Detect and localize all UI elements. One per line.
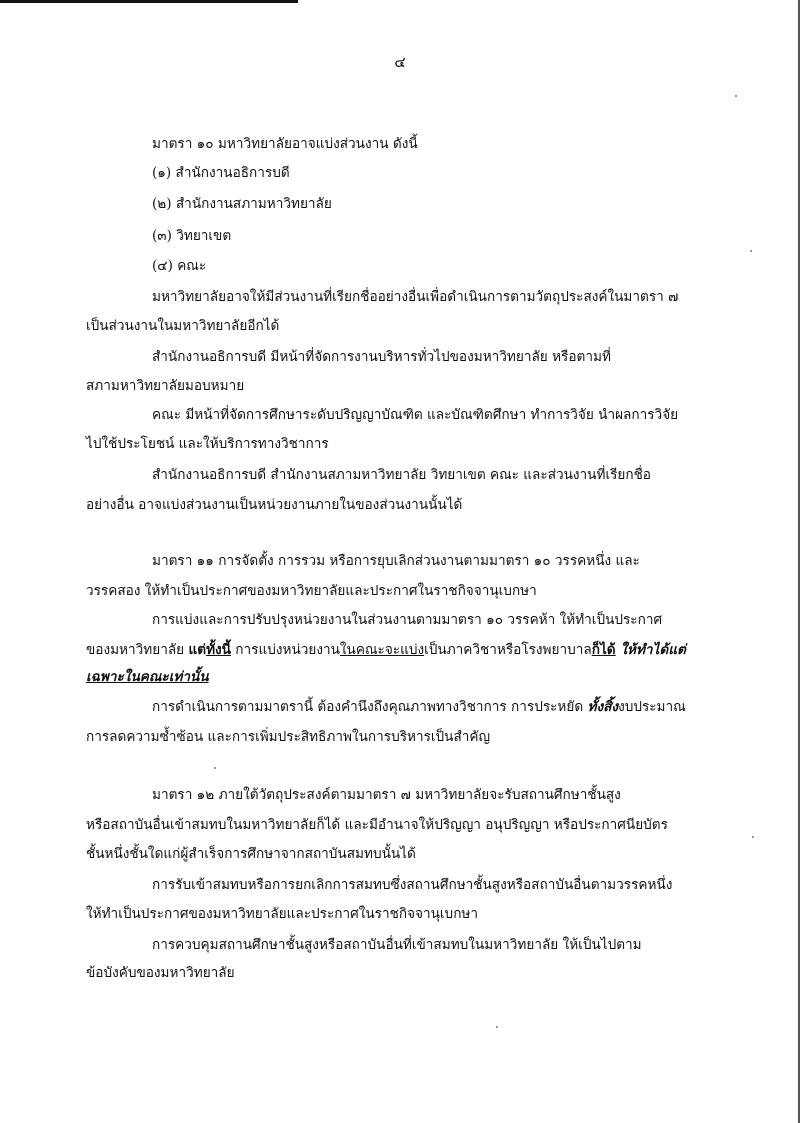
section-10-para-4-line-1: สำนักงานอธิการบดี สำนักงานสภามหาวิทยาลัย วิทยาเขต คณะ และส่วนงานที่เรียกชื่อ bbox=[152, 467, 651, 483]
section-10-para-3-line-1: คณะ มีหน้าที่จัดการศึกษาระดับปริญญาบัณฑิต และบัณฑิตศึกษา ทำการวิจัย นำผลการวิจัย bbox=[152, 407, 679, 423]
scan-speck bbox=[735, 95, 737, 97]
section-11-para-1-line-1: มาตรา ๑๑ การจัดตั้ง การรวม หรือการยุบเลิกส่วนงานตามมาตรา ๑๐ วรรคหนึ่ง และ bbox=[152, 553, 640, 569]
section-12-para-2-line-2: ให้ทำเป็นประกาศของมหาวิทยาลัยและประกาศในราชกิจจานุเบกษา bbox=[86, 906, 479, 922]
section-12-para-1-line-3: ชั้นหนึ่งชั้นใดแก่ผู้สำเร็จการศึกษาจากสถาบันสมทบนั้นได้ bbox=[86, 846, 416, 862]
section-10-heading: มาตรา ๑๐ มหาวิทยาลัยอาจแบ่งส่วนงาน ดังนี้ bbox=[152, 136, 418, 152]
section-12-para-3-line-2: ข้อบังคับของมหาวิทยาลัย bbox=[86, 965, 235, 981]
scan-speck bbox=[752, 836, 754, 838]
section-10-item-4: (๔) คณะ bbox=[152, 258, 207, 274]
section-12-para-2-line-1: การรับเข้าสมทบหรือการยกเลิกการสมทบซึ่งสถานศึกษาชั้นสูงหรือสถาบันอื่นตามวรรคหนึ่ง bbox=[152, 877, 673, 893]
scan-speck bbox=[214, 767, 216, 769]
text-run-bold-underlined: ก็ได้ bbox=[591, 642, 616, 658]
text-run: งบประมาณ bbox=[618, 699, 686, 715]
section-10-para-1-line-2: เป็นส่วนงานในมหาวิทยาลัยอีกได้ bbox=[86, 318, 280, 334]
top-scan-line bbox=[0, 0, 298, 3]
text-run: เป็นภาควิชาหรือโรงพยาบาล bbox=[424, 642, 592, 658]
scan-speck bbox=[750, 250, 752, 252]
section-12-para-3-line-1: การควบคุมสถานศึกษาชั้นสูงหรือสถาบันอื่นที่เข้าสมทบในมหาวิทยาลัย ให้เป็นไปตาม bbox=[152, 937, 642, 953]
text-run-underlined: ในคณะจะแบ่ง bbox=[339, 642, 425, 658]
section-11-para-1-line-2: วรรคสอง ให้ทำเป็นประกาศของมหาวิทยาลัยและประกาศในราชกิจจานุเบกษา bbox=[86, 583, 537, 599]
section-11-para-2-line-1: การแบ่งและการปรับปรุงหน่วยงานในส่วนงานตามมาตรา ๑๐ วรรคห้า ให้ทำเป็นประกาศ bbox=[152, 612, 663, 628]
text-run-bold-italic: ทั้งสิ้ง bbox=[587, 699, 619, 715]
section-10-item-3: (๓) วิทยาเขต bbox=[152, 228, 232, 244]
text-run-bold-underlined: ทั้งนี้ bbox=[206, 642, 231, 658]
section-10-item-2: (๒) สำนักงานสภามหาวิทยาลัย bbox=[152, 196, 332, 212]
text-run: การแบ่งหน่วยงาน bbox=[230, 642, 340, 658]
section-10-para-3-line-2: ไปใช้ประโยชน์ และให้บริการทางวิชาการ bbox=[86, 436, 329, 452]
text-run-bold-italic: ให้ทำได้แต่ bbox=[615, 642, 686, 658]
section-10-para-1-line-1: มหาวิทยาลัยอาจให้มีส่วนงานที่เรียกชื่ออย่างอื่นเพื่อดำเนินการตามวัตถุประสงค์ในมาตรา ๗ bbox=[152, 289, 679, 305]
section-12-para-1-line-2: หรือสถาบันอื่นเข้าสมทบในมหาวิทยาลัยก็ได้ และมีอำนาจให้ปริญญา อนุปริญญา หรือประกาศนียบัตร bbox=[86, 817, 668, 833]
text-run-bold: แต่ bbox=[188, 642, 207, 658]
section-11-para-3-line-2: การลดความซ้ำซ้อน และการเพิ่มประสิทธิภาพในการบริหารเป็นสำคัญ bbox=[86, 729, 491, 745]
section-10-item-1: (๑) สำนักงานอธิการบดี bbox=[152, 165, 290, 181]
scan-speck bbox=[496, 1026, 498, 1028]
section-11-para-2-line-2 bbox=[86, 640, 686, 660]
section-12-para-1-line-1: มาตรา ๑๒ ภายใต้วัตถุประสงค์ตามมาตรา ๗ มหาวิทยาลัยจะรับสถานศึกษาชั้นสูง bbox=[152, 787, 621, 803]
page-number: ๔ bbox=[394, 53, 406, 71]
section-11-para-3-line-1 bbox=[152, 697, 686, 717]
text-run: การดำเนินการตามมาตรานี้ ต้องคำนึงถึงคุณภาพทางวิชาการ การประหยัด bbox=[152, 699, 588, 715]
section-11-para-2-line-3: เฉพาะในคณะเท่านั้น bbox=[86, 669, 209, 685]
text-run: ของมหาวิทยาลัย bbox=[86, 642, 189, 658]
section-10-para-2-line-2: สภามหาวิทยาลัยมอบหมาย bbox=[86, 378, 245, 394]
section-10-para-2-line-1: สำนักงานอธิการบดี มีหน้าที่จัดการงานบริหารทั่วไปของมหาวิทยาลัย หรือตามที่ bbox=[152, 349, 611, 365]
section-10-para-4-line-2: อย่างอื่น อาจแบ่งส่วนงานเป็นหน่วยงานภายในของส่วนงานนั้นได้ bbox=[86, 497, 463, 513]
